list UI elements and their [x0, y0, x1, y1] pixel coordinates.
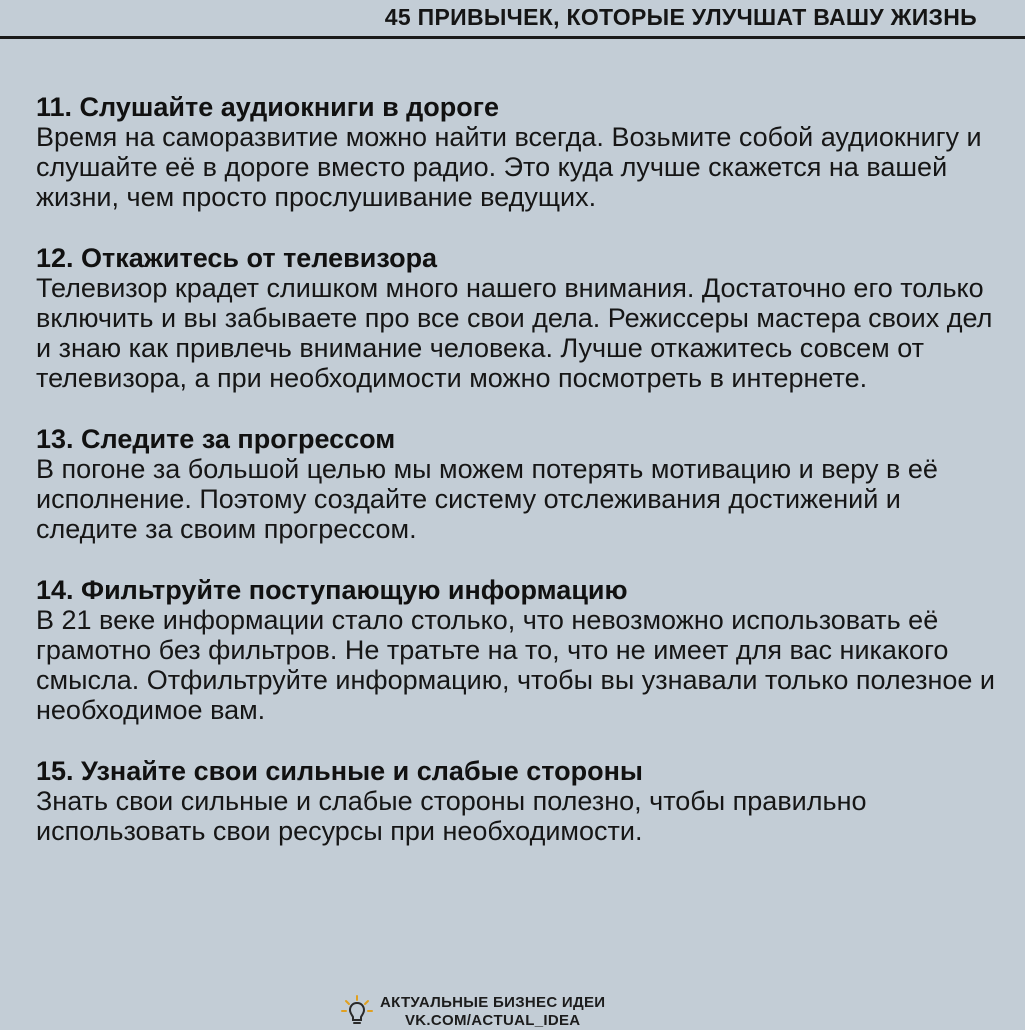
tip-body: Знать свои сильные и слабые стороны полезно, чтобы правильно использовать свои ресурсы при необходимости.	[36, 786, 867, 846]
tip-body: Телевизор крадет слишком много нашего внимания. Достаточно его только включить и вы забываете про все свои дела. Режиссеры мастера своих дел и знаю как привлечь внимание человека. Лучше откажитесь совсем от телевизора, а при необходимости можно посмотреть в интернете.	[36, 273, 993, 393]
tip-body: В 21 веке информации стало столько, что невозможно использовать её грамотно без фильтров. Не тратьте на то, что не имеет для вас никакого смысла. Отфильтруйте информацию, чтобы вы узнавали только полезное и необходимое вам.	[36, 605, 996, 725]
header-divider	[0, 36, 1025, 39]
page-title: 45 ПРИВЫЧЕК, КОТОРЫЕ УЛУЧШАТ ВАШУ ЖИЗНЬ	[384, 4, 977, 30]
tip-body: Время на саморазвитие можно найти всегда. Возьмите собой аудиокнигу и слушайте её в дороге вместо радио. Это куда лучше скажется на вашей жизни, чем просто прослушивание ведущих.	[36, 122, 982, 212]
tip-body: В погоне за большой целью мы можем потерять мотивацию и веру в её исполнение. Поэтому создайте систему отслеживания достижений и следите за своим прогрессом.	[36, 454, 938, 544]
lightbulb-icon	[340, 994, 374, 1028]
footer-text	[380, 994, 605, 1030]
tip-item	[36, 424, 996, 544]
tip-item	[36, 92, 996, 212]
footer-url[interactable]: VK.COM/ACTUAL_IDEA	[404, 1012, 581, 1029]
tip-item	[36, 243, 996, 393]
tip-item	[36, 756, 996, 846]
footer-brand: АКТУАЛЬНЫЕ БИЗНЕС ИДЕИ	[380, 994, 606, 1011]
tip-heading: 13. Следите за прогрессом	[36, 424, 396, 454]
tip-heading: 15. Узнайте свои сильные и слабые стороны	[36, 756, 643, 786]
tips-list	[36, 92, 996, 877]
tip-heading: 11. Слушайте аудиокниги в дороге	[36, 92, 500, 122]
tip-heading: 12. Откажитесь от телевизора	[36, 243, 438, 273]
footer-watermark	[340, 994, 605, 1030]
tip-item	[36, 575, 996, 725]
tip-heading: 14. Фильтруйте поступающую информацию	[36, 575, 628, 605]
